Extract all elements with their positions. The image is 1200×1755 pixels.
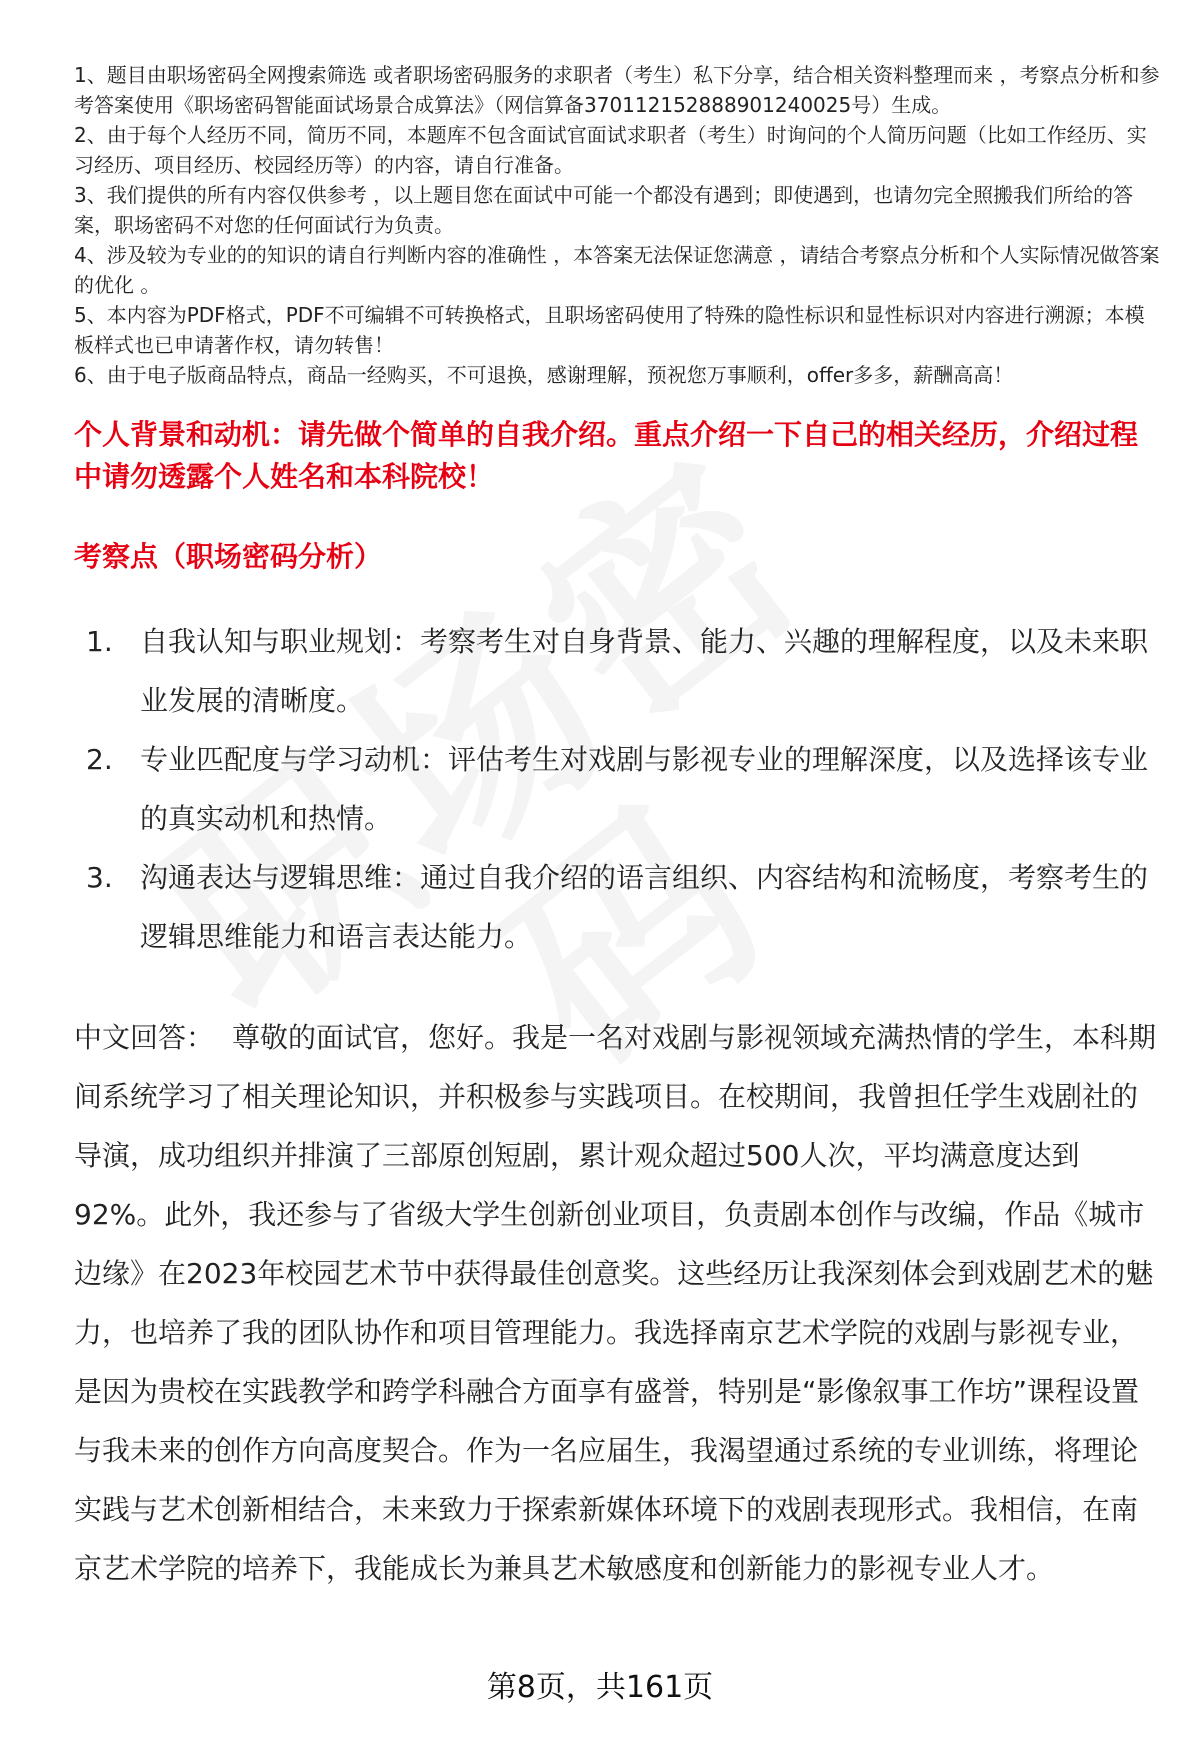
disclaimer-item: 5、本内容为PDF格式，PDF不可编辑不可转换格式，且职场密码使用了特殊的隐性标识和显性标识对内容进行溯源；本模板样式也已申请著作权，请勿转售！ — [74, 303, 1145, 357]
list-item — [74, 730, 1160, 848]
disclaimer-item: 2、由于每个人经历不同，简历不同，本题库不包含面试官面试求职者（考生）时询问的个人简历问题（比如工作经历、实习经历、项目经历、校园经历等）的内容，请自行准备。 — [74, 123, 1147, 177]
page-number-footer: 第8页，共161页 — [486, 1670, 714, 1705]
answer-text: 尊敬的面试官，您好。我是一名对戏剧与影视领域充满热情的学生，本科期间系统学习了相关理论知识，并积极参与实践项目。在校期间，我曾担任学生戏剧社的导演，成功组织并排演了三部原创短剧，累计观众超过500人次，平均满意度达到92%。此外，我还参与了省级大学生创新创业项目，负责剧本创作与改编，作品《城市边缘》在2023年校园艺术节中获得最佳创意奖。这些经历让我深刻体会到戏剧艺术的魅力，也培养了我的团队协作和项目管理能力。我选择南京艺术学院的戏剧与影视专业，是因为贵校在实践教学和跨学科融合方面享有盛誉，特别是“影像叙事工作坊”课程设置与我未来的创作方向高度契合。作为一名应届生，我渴望通过系统的专业训练，将理论实践与艺术创新相结合，未来致力于探索新媒体环境下的戏剧表现形式。我相信，在南京艺术学院的培养下，我能成长为兼具艺术敏感度和创新能力的影视专业人才。 — [74, 1021, 1157, 1585]
document-page — [74, 60, 1160, 1598]
list-item — [74, 612, 1160, 730]
answer-paragraph — [74, 1008, 1160, 1598]
list-item-number: 1. — [86, 625, 113, 658]
list-item-number: 2. — [86, 743, 113, 776]
disclaimer-item: 3、我们提供的所有内容仅供参考 ，以上题目您在面试中可能一个都没有遇到；即使遇到，也请勿完全照搬我们所给的答案，职场密码不对您的任何面试行为负责。 — [74, 183, 1134, 237]
question-heading: 个人背景和动机：请先做个简单的自我介绍。重点介绍一下自己的相关经历，介绍过程中请勿透露个人姓名和本科院校！ — [74, 418, 1139, 493]
list-item-text: 自我认知与职业规划：考察考生对自身背景、能力、兴趣的理解程度，以及未来职业发展的清晰度。 — [140, 625, 1149, 717]
list-item-number: 3. — [86, 861, 113, 894]
analysis-points-list — [74, 612, 1160, 966]
disclaimer-item: 4、涉及较为专业的的知识的请自行判断内容的准确性 ，本答案无法保证您满意 ，请结合考察点分析和个人实际情况做答案的优化 。 — [74, 243, 1160, 297]
disclaimer-item: 6、由于电子版商品特点，商品一经购买，不可退换，感谢理解，预祝您万事顺利，offer多多，薪酬高高！ — [74, 363, 1014, 387]
list-item-text: 沟通表达与逻辑思维：通过自我介绍的语言组织、内容结构和流畅度，考察考生的逻辑思维能力和语言表达能力。 — [140, 861, 1149, 953]
analysis-heading: 考察点（职场密码分析） — [74, 540, 383, 573]
answer-label: 中文回答： — [74, 1021, 215, 1054]
list-item — [74, 848, 1160, 966]
list-item-text: 专业匹配度与学习动机：评估考生对戏剧与影视专业的理解深度，以及选择该专业的真实动机和热情。 — [140, 743, 1149, 835]
disclaimer-block — [74, 60, 1160, 390]
disclaimer-item: 1、题目由职场密码全网搜索筛选 或者职场密码服务的求职者（考生）私下分享，结合相关资料整理而来 ，考察点分析和参考答案使用《职场密码智能面试场景合成算法》（网信算备370112152888901240025号）生成。 — [74, 63, 1160, 117]
